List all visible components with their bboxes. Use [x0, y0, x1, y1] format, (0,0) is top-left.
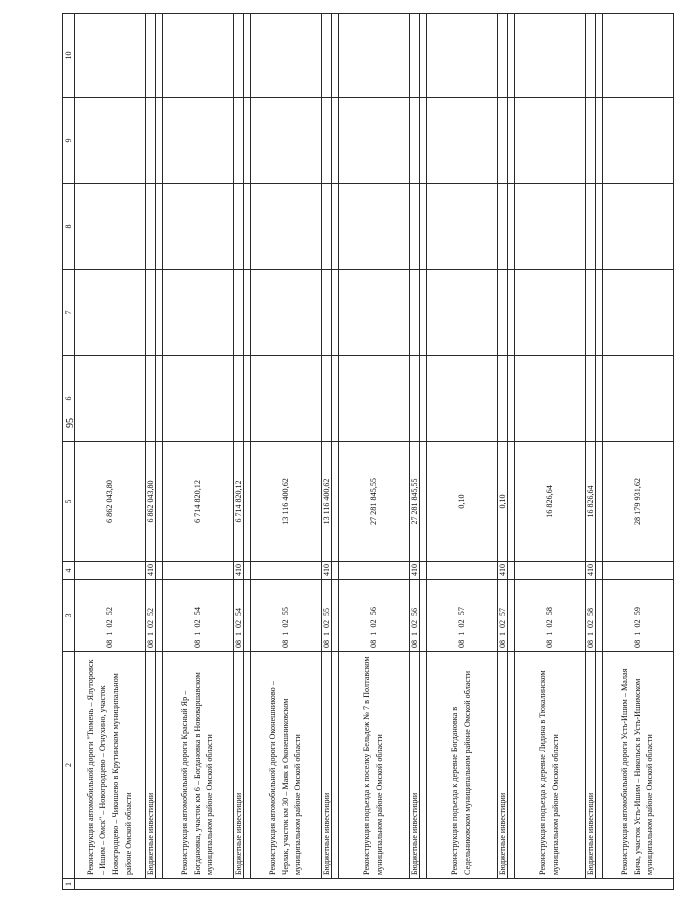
empty-cell [75, 184, 146, 270]
separator-cell [420, 562, 427, 580]
empty-cell [339, 270, 410, 356]
empty-cell [515, 14, 586, 98]
row-separator [244, 14, 251, 890]
empty-cell [498, 184, 508, 270]
empty-cell [234, 14, 244, 98]
expense-type [251, 562, 322, 580]
separator-cell [332, 98, 339, 184]
project-row [75, 14, 146, 890]
separator-cell [596, 98, 603, 184]
separator-cell [508, 652, 515, 879]
separator-cell [244, 562, 251, 580]
expense-type: 410 [322, 562, 332, 580]
table-body [63, 14, 674, 890]
empty-cell [234, 356, 244, 442]
separator-cell [156, 184, 163, 270]
empty-cell [586, 98, 596, 184]
separator-cell [596, 184, 603, 270]
project-amount: 27 281 845,55 [339, 442, 410, 562]
project-row [515, 14, 586, 890]
empty-cell [163, 270, 234, 356]
project-code: 08 1 02 56 [339, 580, 410, 652]
budget-table [62, 13, 674, 890]
investment-amount: 13 116 400,62 [322, 442, 332, 562]
row-separator [332, 14, 339, 890]
empty-cell [410, 184, 420, 270]
separator-cell [420, 356, 427, 442]
empty-cell [515, 356, 586, 442]
empty-cell [427, 356, 498, 442]
empty-cell [410, 14, 420, 98]
separator-cell [508, 356, 515, 442]
column-number: 4 [63, 562, 75, 580]
expense-type: 410 [234, 562, 244, 580]
investment-row [498, 14, 508, 890]
empty-cell [75, 14, 146, 98]
empty-cell [515, 184, 586, 270]
investment-code: 08 1 02 54 [234, 580, 244, 652]
investment-label: Бюджетные инвестиции [322, 652, 332, 879]
empty-cell [498, 14, 508, 98]
empty-cell [586, 184, 596, 270]
separator-cell [156, 580, 163, 652]
row-separator [420, 14, 427, 890]
project-amount: 28 179 931,62 [603, 442, 674, 562]
empty-cell [251, 356, 322, 442]
investment-row [322, 14, 332, 890]
investment-amount: 0,10 [498, 442, 508, 562]
separator-cell [332, 580, 339, 652]
expense-type: 410 [586, 562, 596, 580]
empty-cell [586, 356, 596, 442]
empty-cell [498, 98, 508, 184]
project-row [427, 14, 498, 890]
expense-type: 410 [410, 562, 420, 580]
project-amount: 6 862 043,80 [75, 442, 146, 562]
investment-amount: 16 826,64 [586, 442, 596, 562]
project-row [603, 14, 674, 890]
project-amount: 13 116 400,62 [251, 442, 322, 562]
empty-cell [251, 98, 322, 184]
expense-type [75, 562, 146, 580]
separator-cell [156, 14, 163, 98]
separator-cell [244, 14, 251, 98]
project-amount: 16 826,64 [515, 442, 586, 562]
separator-cell [508, 14, 515, 98]
investment-label: Бюджетные инвестиции [586, 652, 596, 879]
empty-cell [163, 356, 234, 442]
expense-type: 410 [146, 562, 156, 580]
empty-cell [163, 98, 234, 184]
project-amount: 0,10 [427, 442, 498, 562]
empty-cell [146, 14, 156, 98]
project-code: 08 1 02 54 [163, 580, 234, 652]
empty-cell [410, 270, 420, 356]
column-number: 7 [63, 270, 75, 356]
separator-cell [244, 652, 251, 879]
empty-cell [410, 356, 420, 442]
separator-cell [332, 14, 339, 98]
project-code: 08 1 02 58 [515, 580, 586, 652]
empty-cell [498, 356, 508, 442]
empty-cell [603, 14, 674, 98]
empty-cell [427, 14, 498, 98]
empty-cell [427, 184, 498, 270]
project-name: Реконструкция подъезда к деревне Богдановка в Седельниковском муниципальном районе Омской области [427, 652, 498, 879]
empty-cell [322, 270, 332, 356]
column-number: 2 [63, 652, 75, 879]
separator-cell [332, 562, 339, 580]
project-row [163, 14, 234, 890]
separator-cell [156, 270, 163, 356]
project-name: Реконструкция автомобильной дороги Усть-Ишим – Малая Бича, участок Усть-Ишим – Никольск в Усть-Ишимском муниципальном районе Омской области [603, 652, 674, 879]
project-name: Реконструкция подъезда к поселку Бельдеж № 7 в Полтавском муниципальном районе Омской области [339, 652, 410, 879]
project-amount: 6 714 820,12 [163, 442, 234, 562]
separator-cell [420, 652, 427, 879]
empty-cell [146, 356, 156, 442]
column-number: 9 [63, 98, 75, 184]
empty-cell [146, 184, 156, 270]
project-name: Реконструкция автомобильной дороги Оконешниково – Черлак, участок км 30 – Маяк в Оконешниковском муниципальном районе Омской области [251, 652, 322, 879]
separator-cell [596, 562, 603, 580]
expense-type: 410 [498, 562, 508, 580]
expense-type [427, 562, 498, 580]
separator-cell [332, 270, 339, 356]
investment-label: Бюджетные инвестиции [146, 652, 156, 879]
separator-cell [596, 442, 603, 562]
separator-cell [156, 562, 163, 580]
project-row [339, 14, 410, 890]
column-number-row [63, 14, 75, 890]
separator-cell [420, 98, 427, 184]
empty-cell [75, 356, 146, 442]
project-name: Реконструкция подъезда к деревне Лидина в Тюкалинском муниципальном районе Омской области [515, 652, 586, 879]
empty-cell [427, 98, 498, 184]
separator-cell [596, 14, 603, 98]
investment-code: 08 1 02 52 [146, 580, 156, 652]
separator-cell [596, 652, 603, 879]
project-code: 08 1 02 57 [427, 580, 498, 652]
separator-cell [244, 270, 251, 356]
empty-cell [339, 184, 410, 270]
empty-cell [251, 270, 322, 356]
investment-label: Бюджетные инвестиции [410, 652, 420, 879]
separator-cell [244, 580, 251, 652]
separator-cell [508, 580, 515, 652]
separator-cell [156, 98, 163, 184]
column-number: 8 [63, 184, 75, 270]
separator-cell [508, 98, 515, 184]
empty-cell [427, 270, 498, 356]
project-code: 08 1 02 59 [603, 580, 674, 652]
empty-cell [234, 184, 244, 270]
project-name: Реконструкция автомобильной дороги "Тюмень – Ялуторовск – Ишим – Омск" – Новогродцево – Огнухино, участок Новогродцево – Чикишево в Крутинском муниципальном районе Омской области [75, 652, 146, 879]
empty-cell [586, 14, 596, 98]
separator-cell [156, 442, 163, 562]
expense-type [163, 562, 234, 580]
empty-cell [322, 356, 332, 442]
empty-cell [586, 270, 596, 356]
empty-cell [251, 184, 322, 270]
empty-cell [75, 270, 146, 356]
column-number: 3 [63, 580, 75, 652]
row-number-column [75, 879, 674, 890]
investment-amount: 6 862 043,80 [146, 442, 156, 562]
empty-cell [146, 270, 156, 356]
empty-cell [75, 98, 146, 184]
empty-cell [322, 14, 332, 98]
investment-amount: 27 281 845,55 [410, 442, 420, 562]
project-name: Реконструкция автомобильной дороги Красный Яр – Богдановка, участок км 6 – Богдановка в Нововаршавском муниципальном районе Омской области [163, 652, 234, 879]
separator-cell [332, 652, 339, 879]
empty-cell [498, 270, 508, 356]
investment-row [234, 14, 244, 890]
row-separator [596, 14, 603, 890]
separator-cell [332, 356, 339, 442]
separator-cell [596, 270, 603, 356]
investment-label: Бюджетные инвестиции [498, 652, 508, 879]
investment-row [410, 14, 420, 890]
empty-cell [146, 98, 156, 184]
investment-code: 08 1 02 58 [586, 580, 596, 652]
investment-label: Бюджетные инвестиции [234, 652, 244, 879]
separator-cell [332, 184, 339, 270]
column-number: 10 [63, 14, 75, 98]
empty-cell [339, 98, 410, 184]
separator-cell [156, 356, 163, 442]
column-number: 6 [63, 356, 75, 442]
empty-cell [410, 98, 420, 184]
empty-cell [339, 356, 410, 442]
expense-type [339, 562, 410, 580]
investment-code: 08 1 02 57 [498, 580, 508, 652]
empty-cell [322, 98, 332, 184]
empty-cell [515, 270, 586, 356]
separator-cell [420, 270, 427, 356]
project-row [251, 14, 322, 890]
empty-cell [234, 98, 244, 184]
investment-row [586, 14, 596, 890]
separator-cell [420, 442, 427, 562]
separator-cell [596, 580, 603, 652]
empty-cell [603, 98, 674, 184]
row-separator [156, 14, 163, 890]
investment-code: 08 1 02 56 [410, 580, 420, 652]
empty-cell [339, 14, 410, 98]
separator-cell [508, 184, 515, 270]
empty-cell [163, 14, 234, 98]
separator-cell [508, 270, 515, 356]
separator-cell [156, 652, 163, 879]
empty-cell [251, 14, 322, 98]
column-number: 5 [63, 442, 75, 562]
separator-cell [244, 98, 251, 184]
row-separator [508, 14, 515, 890]
expense-type [515, 562, 586, 580]
separator-cell [420, 184, 427, 270]
separator-cell [596, 356, 603, 442]
empty-cell [603, 270, 674, 356]
separator-cell [244, 184, 251, 270]
project-code: 08 1 02 55 [251, 580, 322, 652]
empty-cell [234, 270, 244, 356]
separator-cell [508, 562, 515, 580]
empty-cell [163, 184, 234, 270]
separator-cell [244, 356, 251, 442]
separator-cell [420, 580, 427, 652]
separator-cell [420, 14, 427, 98]
page-number: 95 [65, 418, 76, 428]
empty-cell [603, 356, 674, 442]
empty-cell [603, 184, 674, 270]
separator-cell [332, 442, 339, 562]
separator-cell [244, 442, 251, 562]
investment-code: 08 1 02 55 [322, 580, 332, 652]
separator-cell [508, 442, 515, 562]
investment-row [146, 14, 156, 890]
project-code: 08 1 02 52 [75, 580, 146, 652]
column-number: 1 [63, 879, 75, 890]
rotated-table-container [62, 14, 655, 890]
expense-type [603, 562, 674, 580]
empty-cell [515, 98, 586, 184]
empty-cell [322, 184, 332, 270]
investment-amount: 6 714 820,12 [234, 442, 244, 562]
